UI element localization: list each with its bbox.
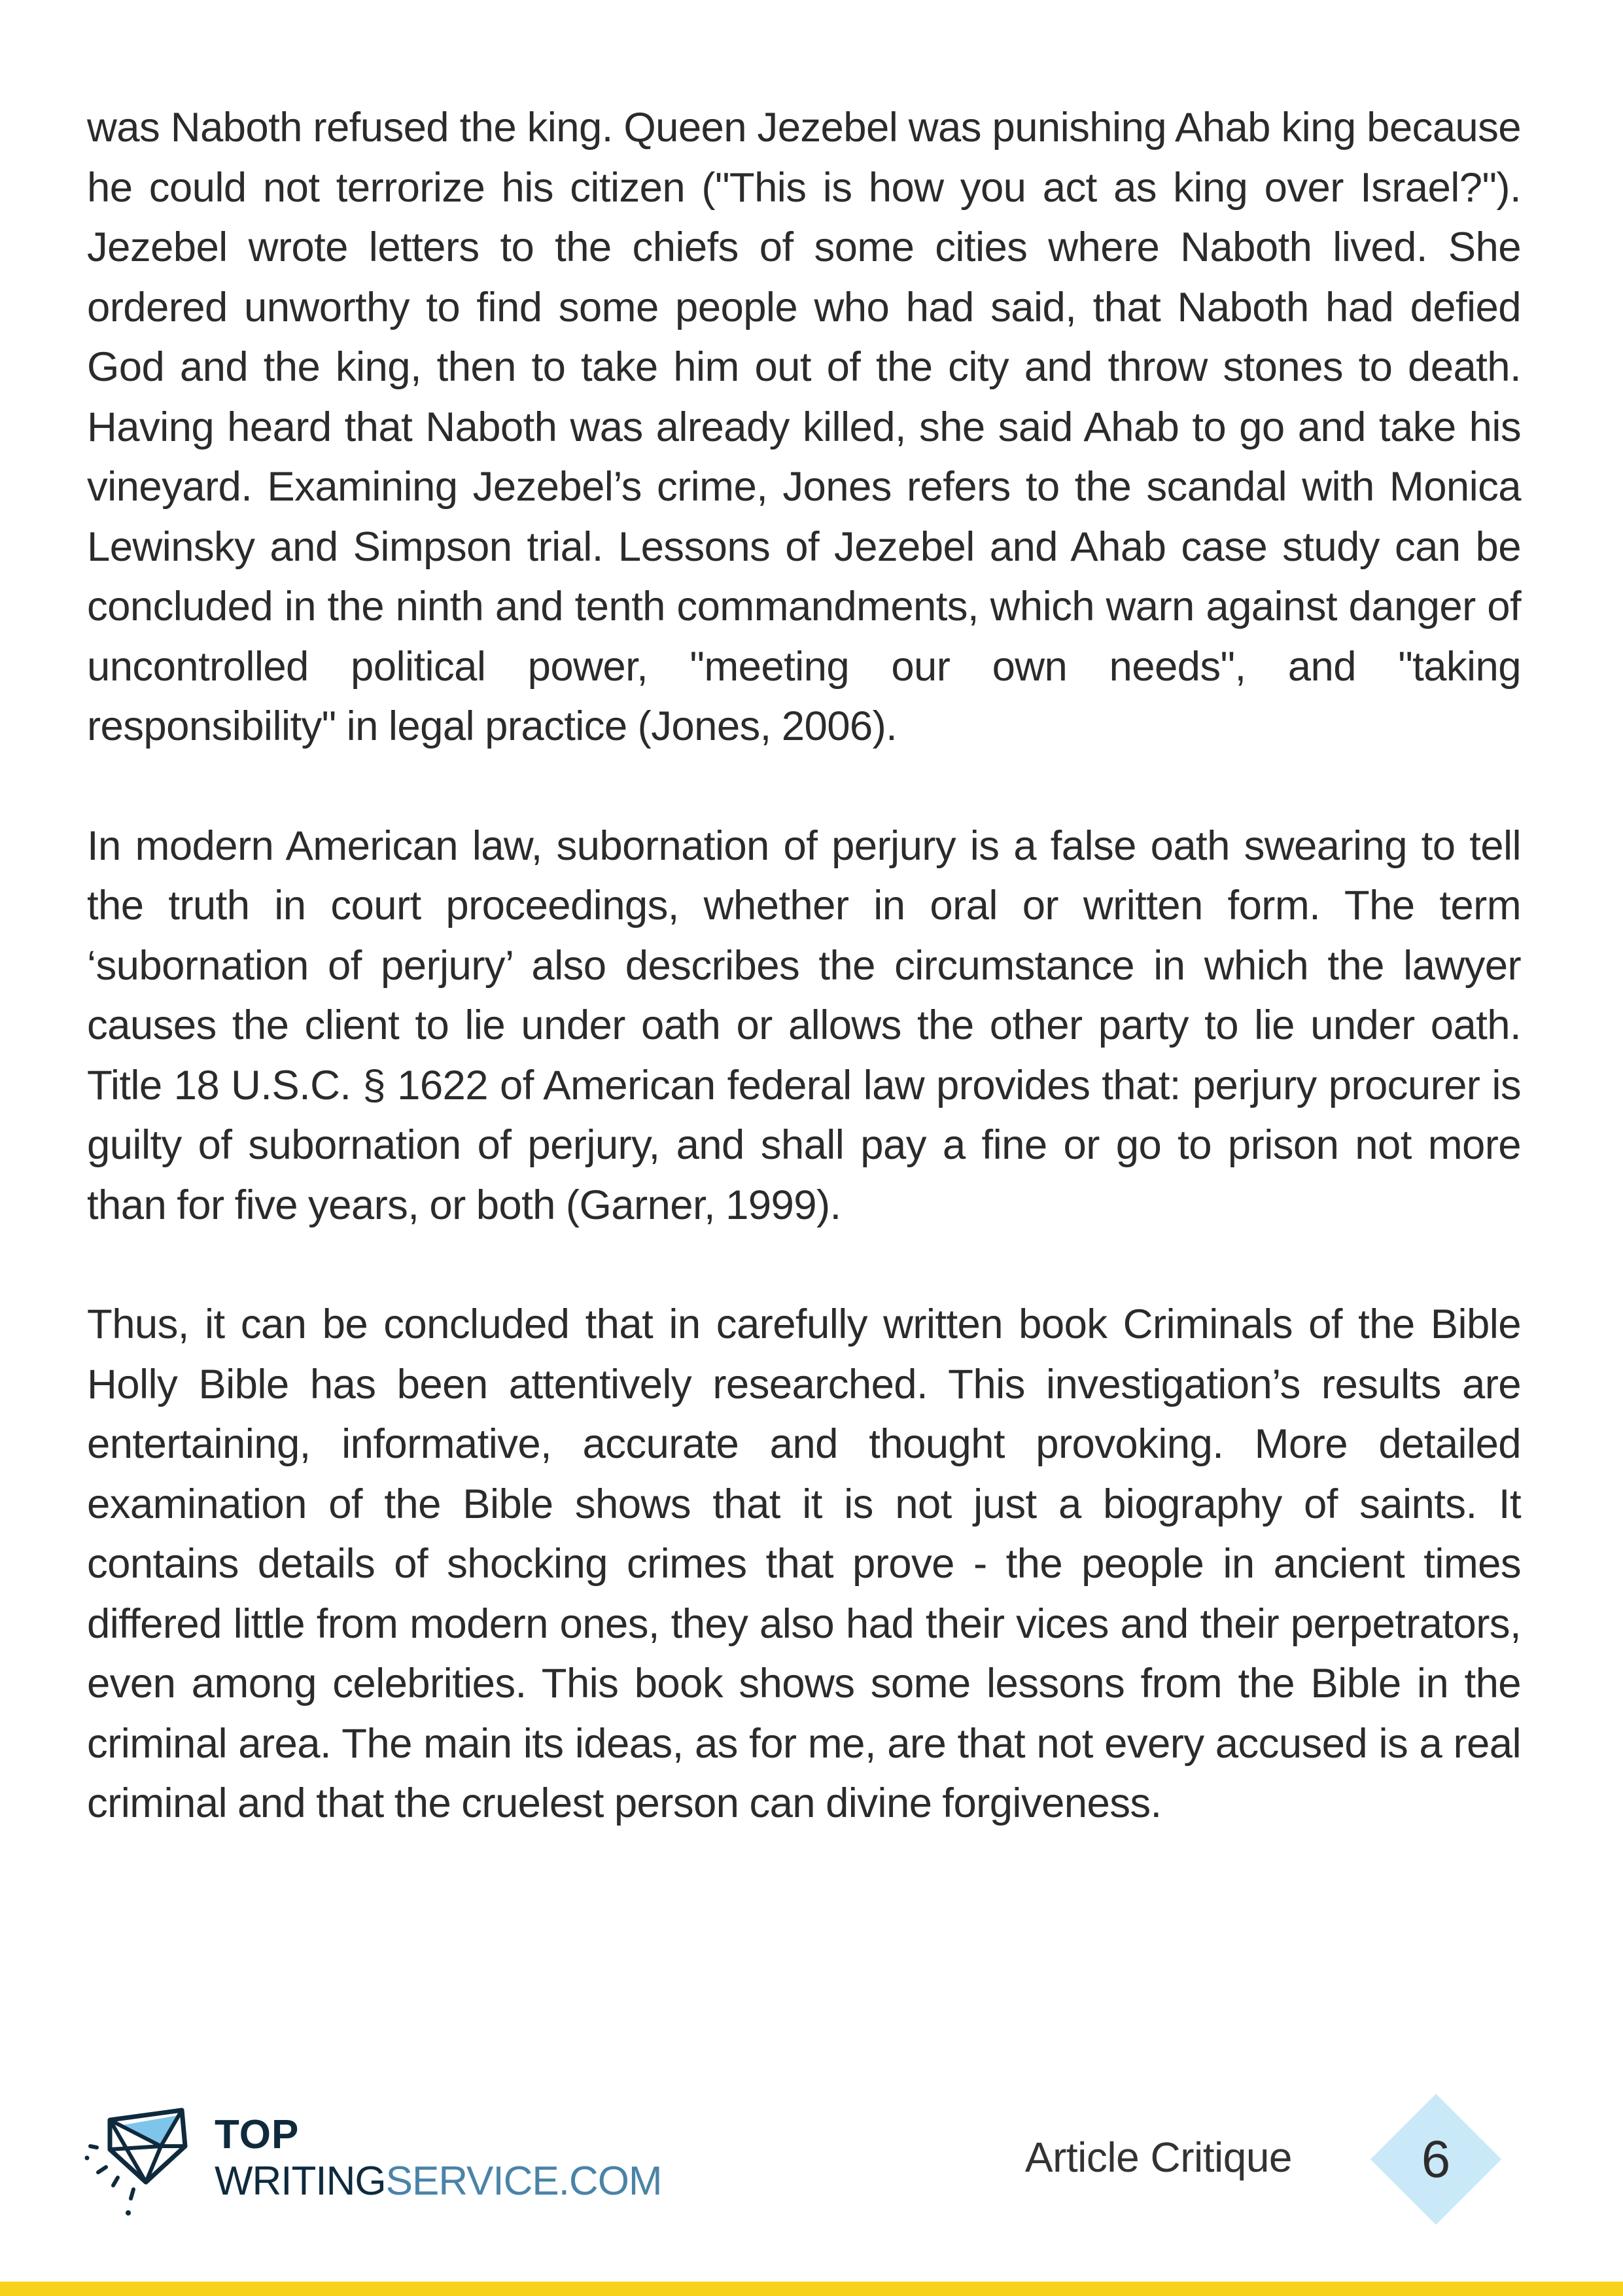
page-number: 6: [1421, 2130, 1451, 2188]
logo-text-writing: WRITING: [215, 2159, 386, 2204]
document-body: [87, 98, 1521, 1894]
body-paragraph-3: Thus, it can be concluded that in carefully written book Criminals of the Bible Holly Bible has been attentively researched. This investigation’s results are entertaining, informative, accurate and thought provoking. More detailed examination of the Bible shows that it is not just a biography of saints. It contains details of shocking crimes that prove - the people in ancient times differed little from modern ones, they also had their vices and their perpetrators, even among celebrities. This book shows some lessons from the Bible in the criminal area. The main its ideas, as for me, are that not every accused is a real criminal and that the cruelest person can divine forgiveness.: [87, 1301, 1521, 1826]
logo-text-service: SERVICE.COM: [385, 2159, 662, 2204]
body-paragraph-1: was Naboth refused the king. Queen Jezebel was punishing Ahab king because he could not terrorize his citizen ("This is how you act as king over Israel?"). Jezebel wrote letters to the chiefs of some cities where Naboth lived. She ordered unworthy to find some people who had said, that Naboth had defied God and the king, then to take him out of the city and throw stones to death. Having heard that Naboth was already killed, she said Ahab to go and take his vineyard. Examining Jezebel’s crime, Jones refers to the scandal with Monica Lewinsky and Simpson trial. Lessons of Jezebel and Ahab case study can be concluded in the ninth and tenth commandments, which warn against danger of uncontrolled political power, "meeting our own needs", and "taking responsibility" in legal practice (Jones, 2006).: [87, 105, 1521, 749]
brand-logo: [84, 2100, 672, 2231]
diamond-logo-icon: [84, 2100, 195, 2225]
body-paragraph-2: In modern American law, subornation of perjury is a false oath swearing to tell the truth in court proceedings, whether in oral or written form. The term ‘subornation of perjury’ also describes the circumstance in which the lawyer causes the client to lie under oath or allows the other party to lie under oath. Title 18 U.S.C. § 1622 of American federal law provides that: perjury procurer is guilty of subornation of perjury, and shall pay a fine or go to prison not more than for five years, or both (Garner, 1999).: [87, 822, 1521, 1228]
footer-accent-bar: [0, 2282, 1623, 2296]
logo-text-bottom: [215, 2157, 662, 2206]
document-type-label: Article Critique: [1024, 2134, 1292, 2181]
page-footer: [0, 2081, 1623, 2238]
logo-text-top: TOP: [215, 2112, 300, 2157]
